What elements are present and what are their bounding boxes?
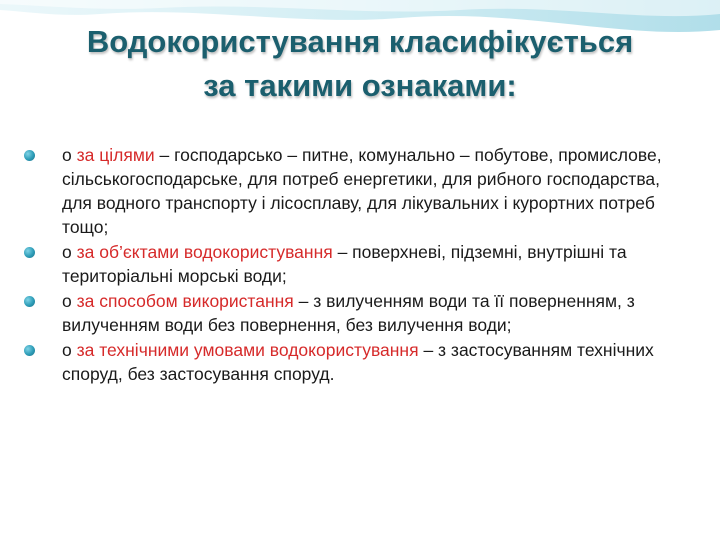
bullet-icon: [24, 345, 35, 356]
list-item: [24, 338, 684, 386]
item-highlight: за цілями: [76, 145, 155, 165]
item-highlight: за способом використання: [76, 291, 294, 311]
item-prefix: о: [62, 291, 77, 311]
list-item: [24, 240, 684, 288]
item-prefix: о: [62, 145, 77, 165]
item-text: – з застосуванням технічних споруд, без застосування споруд.: [62, 340, 654, 384]
item-prefix: о: [62, 242, 77, 262]
item-text: – з вилученням води та її поверненням, з вилученням води без повернення, без вилучення води;: [62, 291, 635, 335]
title-line-1: Водокористування класифікується: [86, 24, 634, 59]
item-text: – господарсько – питне, комунально – побутове, промислове, сільськогосподарське, для потреб енергетики, для рибного господарства, для водного транспорту і лісосплаву, для лікувальних і курортних потреб тощо;: [62, 145, 662, 237]
list-item: [24, 289, 684, 337]
bullet-icon: [24, 150, 35, 161]
bullet-list: [24, 143, 684, 387]
list-item: [24, 143, 684, 239]
item-highlight: за об’єктами водокористування: [76, 242, 333, 262]
title-line-2: за такими ознаками:: [203, 68, 517, 103]
bullet-icon: [24, 296, 35, 307]
bullet-icon: [24, 247, 35, 258]
item-text: – поверхневі, підземні, внутрішні та територіальні морські води;: [62, 242, 627, 286]
item-highlight: за технічними умовами водокористування: [76, 340, 419, 360]
item-prefix: о: [62, 340, 77, 360]
slide-title: [20, 20, 700, 108]
